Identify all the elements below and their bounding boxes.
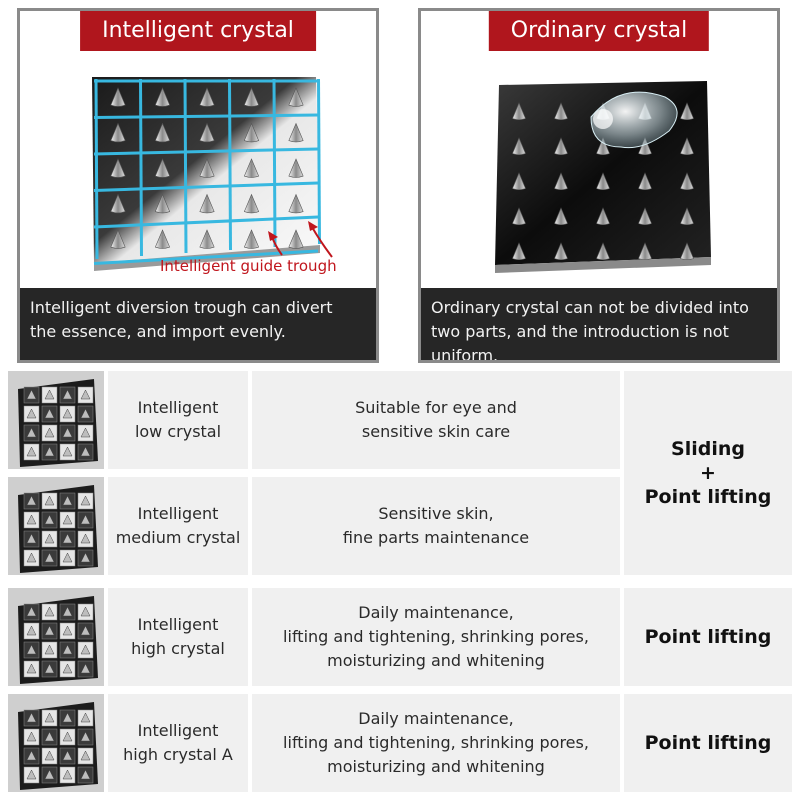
- description-line: moisturizing and whitening: [327, 757, 545, 776]
- description-line: Daily maintenance,: [358, 709, 514, 728]
- guide-trough-label: Intelligent guide trough: [160, 257, 337, 275]
- product-description: [252, 371, 620, 469]
- crystal-product-table: [8, 371, 792, 794]
- caption-line: two parts, and the introduction is not: [431, 322, 729, 341]
- product-name: [108, 371, 248, 469]
- crystal-thumbnail: [8, 588, 104, 686]
- description-line: lifting and tightening, shrinking pores,: [283, 733, 589, 752]
- caption-line: Ordinary crystal can not be divided into: [431, 298, 749, 317]
- product-description: [252, 588, 620, 686]
- description-line: Daily maintenance,: [358, 603, 514, 622]
- product-description: [252, 694, 620, 792]
- effect-line: Point lifting: [644, 486, 772, 508]
- caption-line: uniform.: [431, 346, 499, 363]
- product-name-line: low crystal: [134, 422, 222, 441]
- product-name: [108, 694, 248, 792]
- caption-line: the essence, and import evenly.: [30, 322, 286, 341]
- product-row-high-crystal: [8, 588, 620, 686]
- intelligent-crystal-illustration: [20, 51, 376, 291]
- product-row-high-crystal-a: [8, 694, 620, 792]
- effect-line: +: [700, 462, 716, 484]
- product-name-line: high crystal: [131, 639, 225, 658]
- product-name-line: Intelligent: [137, 504, 219, 523]
- description-line: moisturizing and whitening: [327, 651, 545, 670]
- product-name-line: Intelligent: [137, 721, 219, 740]
- ordinary-crystal-caption: [421, 288, 777, 363]
- guide-trough-line: [141, 79, 142, 256]
- product-name-line: Intelligent: [137, 615, 219, 634]
- product-name: [108, 477, 248, 575]
- caption-line: Intelligent diversion trough can divert: [30, 298, 333, 317]
- description-line: Suitable for eye and: [355, 398, 517, 417]
- description-line: lifting and tightening, shrinking pores,: [283, 627, 589, 646]
- effect-sliding-point-lifting: [624, 371, 792, 575]
- panel-title-ordinary: Ordinary crystal: [489, 11, 709, 51]
- description-line: Sensitive skin,: [378, 504, 494, 523]
- product-name-line: medium crystal: [115, 528, 241, 547]
- effect-line: Sliding: [671, 438, 745, 460]
- crystal-thumbnail: [8, 477, 104, 575]
- guide-trough-line: [230, 79, 231, 250]
- panel-title-intelligent: Intelligent crystal: [80, 11, 316, 51]
- product-description: [252, 477, 620, 575]
- effect-point-lifting: [624, 694, 792, 792]
- description-line: fine parts maintenance: [342, 528, 530, 547]
- ordinary-crystal-illustration: [421, 51, 777, 291]
- product-name-line: high crystal A: [123, 745, 233, 764]
- intelligent-crystal-panel: [17, 8, 379, 363]
- product-name-line: Intelligent: [137, 398, 219, 417]
- effect-line: Point lifting: [644, 626, 772, 648]
- guide-trough-line: [274, 79, 275, 247]
- crystal-thumbnail: [8, 371, 104, 469]
- guide-trough-line: [319, 79, 320, 244]
- intelligent-crystal-caption: [20, 288, 376, 360]
- product-name: [108, 588, 248, 686]
- ordinary-crystal-panel: [418, 8, 780, 363]
- guide-trough-line: [185, 79, 186, 253]
- guide-trough-line: [96, 79, 97, 259]
- product-row-low-crystal: [8, 371, 620, 469]
- description-line: sensitive skin care: [361, 422, 511, 441]
- crystal-thumbnail: [8, 694, 104, 792]
- product-row-medium-crystal: [8, 477, 620, 575]
- effect-point-lifting: [624, 588, 792, 686]
- effect-line: Point lifting: [644, 732, 772, 754]
